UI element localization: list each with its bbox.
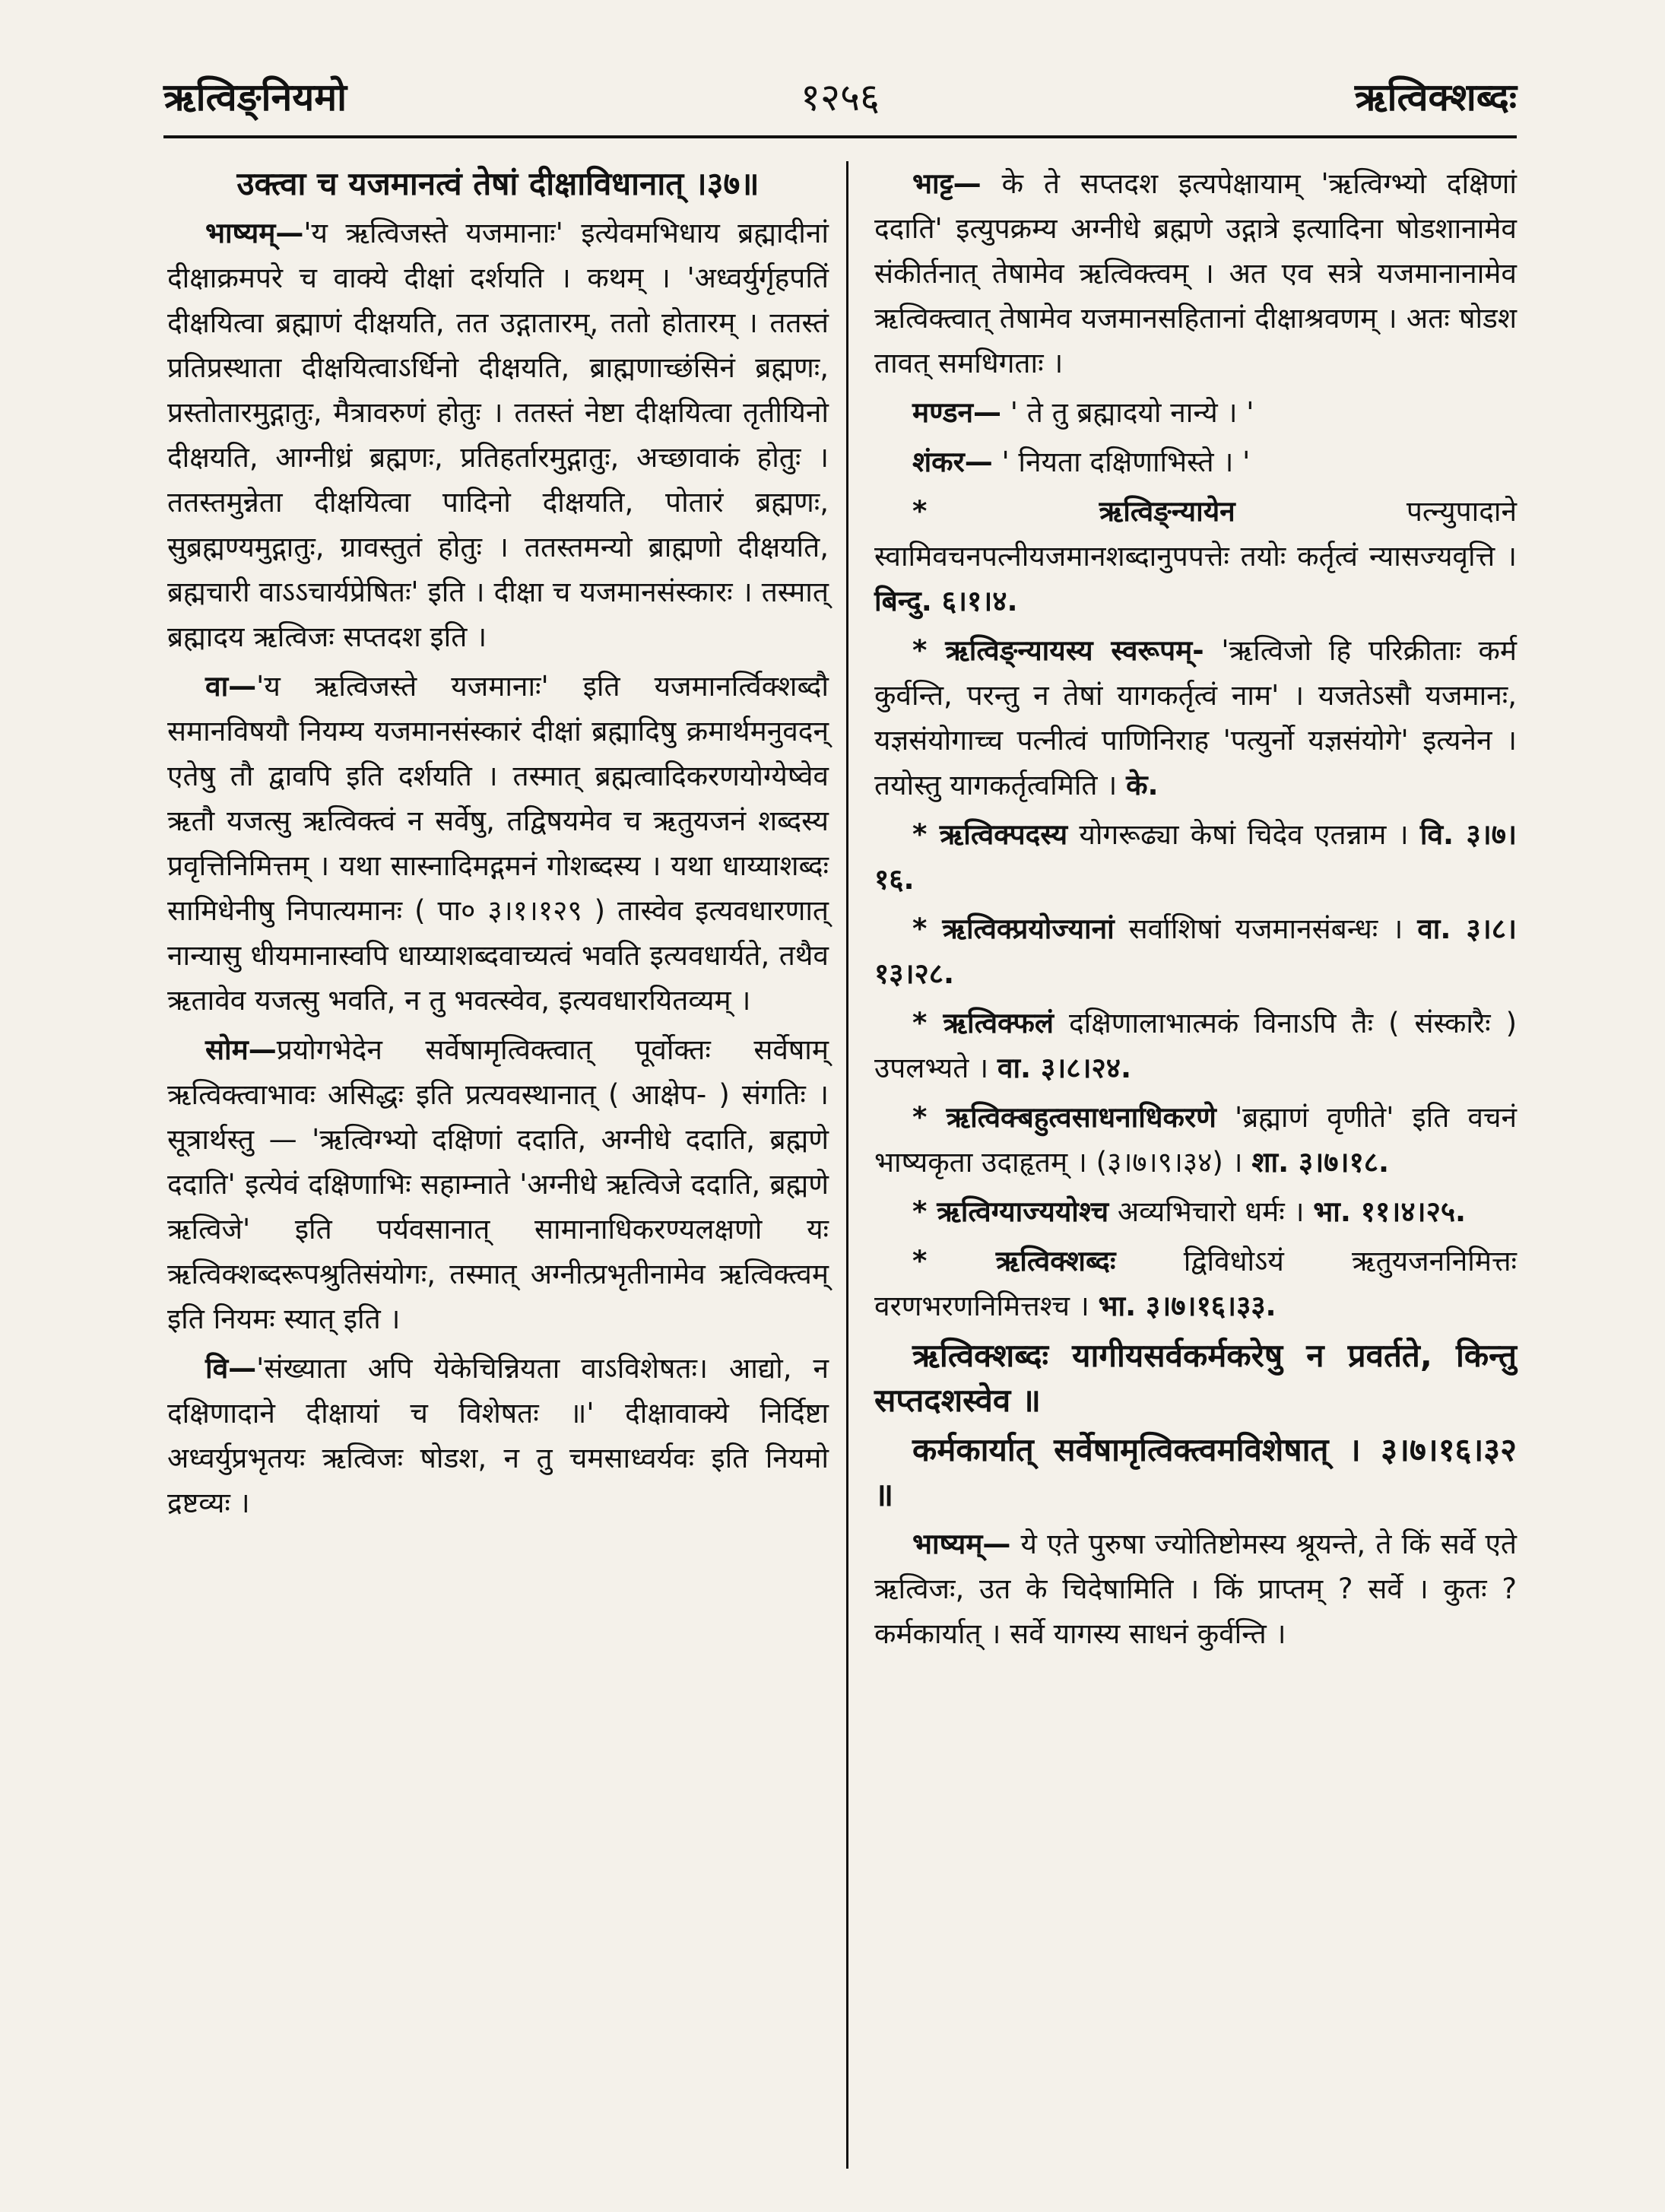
entry-reference: भा. ११।४।२५.	[1313, 1195, 1467, 1228]
entry-head: * ऋत्विक्प्रयोज्यानां	[912, 912, 1115, 945]
sutra-37: उक्त्वा च यजमानत्वं तेषां दीक्षाविधानात् ।३७॥	[236, 165, 760, 202]
mandana-label: मण्डन—	[912, 396, 1002, 429]
entry-reference: बिन्दु. ६।१।४.	[874, 585, 1018, 617]
index-entries	[874, 489, 1517, 1328]
entry-text: योगरूढ्या केषां चिदेव एतन्नाम ।	[1079, 818, 1409, 851]
entry-head: * ऋत्विङ्न्यायस्य स्वरूपम्-	[912, 634, 1204, 667]
left-column	[167, 161, 829, 1530]
page-number: १२५६	[801, 75, 880, 119]
bhashya-paragraph	[167, 211, 829, 659]
va-text: 'य ऋत्विजस्ते यजमानाः' इति यजमानर्त्विक्शब्दौ समानविषयौ नियम्य यजमानसंस्कारं दीक्षां ब्रह्मादिषु क्रमार्थमनुवदन् एतेषु तौ द्वावपि इति दर्शयति । तस्मात् ब्रह्मत्वादिकरणयोग्येष्वेव ऋतौ यजत्सु ऋत्विक्त्वं न सर्वेषु, तद्विषयमेव च ऋतुयजनं शब्दस्य प्रवृत्तिनिमित्तम् । यथा सास्नादिमद्गमनं गोशब्दस्य । यथा धाय्याशब्दः सामिधेनीषु निपात्यमानः ( पा० ३।१।१२९ ) तास्वेव इत्यवधारणात् नान्यासु धीयमानास्वपि धाय्याशब्दवाच्यत्वं भवति इत्यवधार्यते, तथैव ऋतावेव यजत्सु भवति, न तु भवत्स्वेव, इत्यवधारयितव्यम् ।	[167, 670, 829, 1017]
index-entry	[874, 1189, 1517, 1234]
index-entry	[874, 812, 1517, 902]
header-rule	[163, 135, 1517, 138]
va-label: वा—	[205, 670, 257, 703]
entry-reference: शा. ३।७।१८.	[1251, 1146, 1390, 1179]
bhashya-label: भाष्यम्—	[205, 217, 304, 249]
index-entry	[874, 1239, 1517, 1328]
entry-reference: वा. ३।८।१३।२८.	[874, 912, 1518, 990]
entry-reference: के.	[1126, 769, 1159, 801]
vi-paragraph	[167, 1346, 829, 1525]
index-entry	[874, 628, 1517, 808]
running-head-right: ऋत्विक्शब्दः	[1354, 75, 1517, 119]
bhashya-paragraph-right	[874, 1522, 1517, 1656]
shankara-line	[874, 440, 1517, 484]
entry-reference: भा. ३।७।१६।३३.	[1098, 1290, 1276, 1322]
running-head-left: ऋत्विङ्नियमो	[163, 75, 347, 119]
index-entry	[874, 1001, 1517, 1090]
entry-text: दक्षिणालाभात्मकं विनाऽपि तैः ( संस्कारैः ) उपलभ्यते ।	[874, 1007, 1518, 1084]
shankara-label: शंकर—	[912, 446, 993, 478]
shankara-text: ' नियता दक्षिणाभिस्ते । '	[1001, 446, 1251, 478]
mandana-text: ' ते तु ब्रह्मादयो नान्ये । '	[1010, 396, 1254, 429]
vi-label: वि—	[205, 1352, 257, 1385]
entry-text: सर्वाशिषां यजमानसंबन्धः ।	[1128, 912, 1403, 945]
entry-text: 'ऋत्विजो हि परिक्रीताः कर्म कुर्वन्ति, परन्तु न तेषां यागकर्तृत्वं नाम' । यजतेऽसौ यजमानः, यज्ञसंयोगाच्च पत्नीत्वं पाणिनिराह 'पत्युर्नो यज्ञसंयोगे' इत्यनेन । तयोस्तु यागकर्तृत्वमिति ।	[874, 634, 1518, 801]
entry-head: * ऋत्विग्याज्ययोश्च	[912, 1195, 1109, 1228]
index-entry	[874, 906, 1517, 996]
vi-text: 'संख्याता अपि येकेचिन्नियता वाऽविशेषतः। आद्यो, न दक्षिणादाने दीक्षायां च विशेषतः ॥' दीक्षावाक्ये निर्दिष्टा अध्वर्युप्रभृतयः ऋत्विजः षोडश, न तु चमसाध्वर्यवः इति नियमो द्रष्टव्यः ।	[167, 1352, 829, 1519]
entry-head: * ऋत्विक्बहुत्वसाधनाधिकरणे	[912, 1101, 1216, 1134]
column-divider	[846, 161, 848, 2169]
entry-head: * ऋत्विक्शब्दः	[912, 1245, 1116, 1277]
sutra-32: कर्मकार्यात् सर्वेषामृत्विक्त्वमविशेषात् । ३।७।१६।३२ ॥	[874, 1431, 1517, 1513]
mandana-line	[874, 390, 1517, 435]
bhatta-text: के ते सप्तदश इत्यपेक्षायाम् 'ऋत्विग्भ्यो दक्षिणां ददाति' इत्युपक्रम्य अग्नीधे ब्रह्मणे उद्गात्रे इत्यादिना षोडशानामेव संकीर्तनात् तेषामेव ऋत्विक्त्वम् । अत एव सत्रे यजमानानामेव ऋत्विक्त्वात् तेषामेव यजमानसहितानां दीक्षाश्रवणम् । अतः षोडश तावत् समधिगताः ।	[874, 167, 1517, 379]
entry-reference: वा. ३।८।२४.	[997, 1052, 1132, 1084]
entry-text: 'ब्रह्माणं वृणीते' इति वचनं भाष्यकृता उदाहृतम् । (३।७।९।३४) ।	[874, 1101, 1518, 1179]
entry-head: * ऋत्विक्फलं	[912, 1007, 1054, 1039]
entry-head: * ऋत्विक्पदस्य	[912, 818, 1068, 851]
bhatta-paragraph	[874, 161, 1517, 386]
entry-reference: वि. ३।७।१६.	[874, 818, 1517, 896]
bhashya-label-right: भाष्यम्—	[912, 1528, 1011, 1560]
entry-text: अव्यभिचारो धर्मः ।	[1117, 1195, 1305, 1228]
soma-label: सोम—	[205, 1033, 277, 1066]
entry-text: द्विविधोऽयं ऋतुयजननिमित्तः वरणभरणनिमित्तश्च ।	[874, 1245, 1517, 1322]
soma-paragraph	[167, 1027, 829, 1341]
soma-text: प्रयोगभेदेन सर्वेषामृत्विक्त्वात् पूर्वोक्तः सर्वेषाम् ऋत्विक्त्वाभावः असिद्धः इति प्रत्यवस्थानात् ( आक्षेप- ) संगतिः । सूत्रार्थस्तु — 'ऋत्विग्भ्यो दक्षिणां ददाति, अग्नीधे ददाति, ब्रह्मणे ददाति' इत्येवं दक्षिणाभिः सहाम्नाते 'अग्नीधे ऋत्विजे ददाति, ब्रह्मणे ऋत्विजे' इति पर्यवसानात् सामानाधिकरण्यलक्षणो यः ऋत्विक्शब्दरूपश्रुतिसंयोगः, तस्मात् अग्नीत्प्रभृतीनामेव ऋत्विक्त्वम् इति नियमः स्यात् इति ।	[167, 1033, 829, 1335]
entry-head: * ऋत्विङ्न्यायेन	[912, 495, 1235, 528]
bhashya-text: 'य ऋत्विजस्ते यजमानाः' इत्येवमभिधाय ब्रह्मादीनां दीक्षाक्रमपरे च वाक्ये दीक्षां दर्शयति । कथम् । 'अध्वर्युर्गृहपतिं दीक्षयित्वा ब्रह्माणं दीक्षयति, तत उद्गातारम्, ततो होतारम् । ततस्तं प्रतिप्रस्थाता दीक्षयित्वाऽर्धिनो दीक्षयति, ब्राह्मणाच्छंसिनं ब्रह्मणः, प्रस्तोतारमुद्गातुः, मैत्रावरुणं होतुः । ततस्तं नेष्टा दीक्षयित्वा तृतीयिनो दीक्षयति, आग्नीध्रं ब्रह्मणः, प्रतिहर्तारमुद्गातुः, अच्छावाकं होतुः । ततस्तमुन्नेता दीक्षयित्वा पादिनो दीक्षयति, पोतारं ब्रह्मणः, सुब्रह्मण्यमुद्गातुः, ग्रावस्तुतं होतुः । ततस्तमन्यो ब्राह्मणो दीक्षयति, ब्रह्मचारी वाऽऽचार्यप्रेषितः' इति । दीक्षा च यजमानसंस्कारः । तस्मात् ब्रह्मादय ऋत्विजः सप्तदश इति ।	[167, 217, 829, 653]
bhashya-text-right: ये एते पुरुषा ज्योतिष्टोमस्य श्रूयन्ते, ते किं सर्वे एते ऋत्विजः, उत के चिदेषामिति । किं प्राप्तम् ? सर्वे । कुतः ? कर्मकार्यात् । सर्वे यागस्य साधनं कुर्वन्ति ।	[874, 1528, 1517, 1650]
va-paragraph	[167, 664, 829, 1023]
page-header	[163, 70, 1517, 131]
index-entry	[874, 489, 1517, 624]
entry-text: पत्न्युपादाने स्वामिवचनपत्नीयजमानशब्दानुपपत्तेः तयोः कर्तृत्वं न्यासज्यवृत्ति ।	[874, 495, 1517, 573]
bhatta-label: भाट्ट—	[912, 167, 982, 200]
adhikarana-title: ऋत्विक्शब्दः यागीयसर्वकर्मकरेषु न प्रवर्तते, किन्तु सप्तदशस्वेव ॥	[874, 1337, 1517, 1419]
right-column	[874, 161, 1517, 1661]
index-entry	[874, 1095, 1517, 1185]
